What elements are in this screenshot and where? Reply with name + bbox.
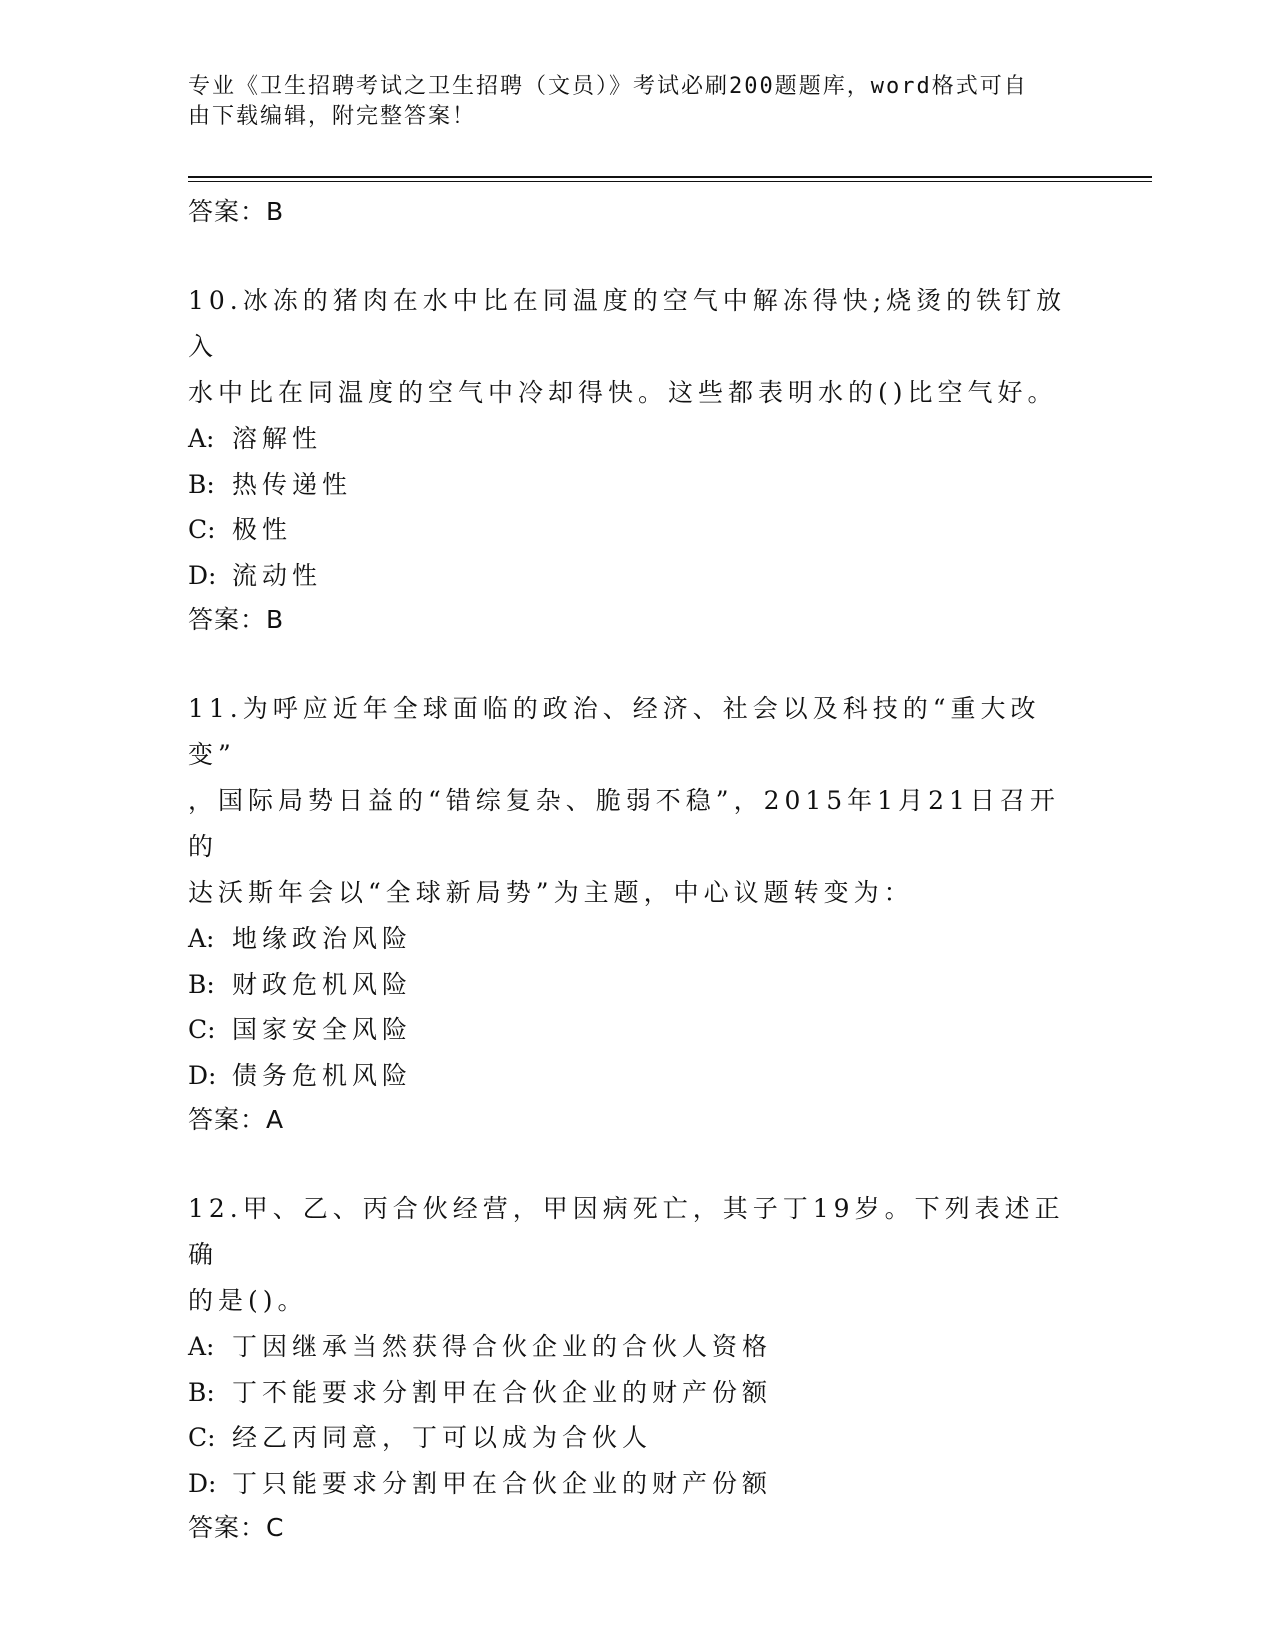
option-letter: C: xyxy=(188,1015,216,1044)
option-text: 经乙丙同意，丁可以成为合伙人 xyxy=(232,1423,653,1452)
option-d xyxy=(188,1053,1088,1099)
option-text: 国家安全风险 xyxy=(232,1015,413,1044)
header-divider-thick xyxy=(188,176,1152,178)
question-line: 达沃斯年会以“全球新局势”为主题，中心议题转变为： xyxy=(188,878,914,907)
question-line: 10.冰冻的猪肉在水中比在同温度的空气中解冻得快;烧烫的铁钉放入 xyxy=(188,286,1067,361)
option-letter: C: xyxy=(188,1423,216,1452)
option-letter: A: xyxy=(188,1332,215,1361)
header-divider-thin xyxy=(188,181,1152,182)
question-text xyxy=(188,278,1088,416)
option-letter: A: xyxy=(188,924,215,953)
option-text: 丁只能要求分割甲在合伙企业的财产份额 xyxy=(232,1468,773,1498)
question-12 xyxy=(188,1186,1088,1550)
question-line: 水中比在同温度的空气中冷却得快。这些都表明水的()比空气好。 xyxy=(188,378,1058,407)
option-text: 极性 xyxy=(232,515,293,544)
option-text: 溶解性 xyxy=(232,424,323,453)
question-11 xyxy=(188,686,1088,1142)
question-text xyxy=(188,1186,1088,1324)
option-text: 热传递性 xyxy=(232,469,353,499)
answer: 答案：C xyxy=(188,1513,285,1542)
option-a xyxy=(188,916,1088,962)
option-text: 流动性 xyxy=(232,560,323,590)
option-letter: D: xyxy=(188,1060,217,1090)
question-line: 12.甲、乙、丙合伙经营，甲因病死亡，其子丁19岁。下列表述正确 xyxy=(188,1194,1065,1269)
option-b xyxy=(188,462,1088,508)
question-10 xyxy=(188,278,1088,642)
option-letter: C: xyxy=(188,515,216,544)
option-text: 财政危机风险 xyxy=(232,969,413,999)
option-c xyxy=(188,507,1088,553)
option-b xyxy=(188,962,1088,1008)
question-line: 的是()。 xyxy=(188,1286,308,1315)
header-line-2: 由下载编辑，附完整答案！ xyxy=(188,104,477,129)
answer: 答案：B xyxy=(188,605,285,634)
option-letter: D: xyxy=(188,1468,217,1498)
question-line: 11.为呼应近年全球面临的政治、经济、社会以及科技的“重大改变” xyxy=(188,694,1041,769)
option-a xyxy=(188,416,1088,462)
option-letter: B: xyxy=(188,469,215,499)
option-letter: D: xyxy=(188,560,217,590)
option-text: 丁不能要求分割甲在合伙企业的财产份额 xyxy=(232,1377,773,1407)
header-line-1: 专业《卫生招聘考试之卫生招聘（文员）》考试必刷200题题库，word格式可自 xyxy=(188,74,1028,99)
option-d xyxy=(188,553,1088,599)
answer: 答案：A xyxy=(188,1105,285,1134)
option-letter: B: xyxy=(188,969,215,999)
option-text: 地缘政治风险 xyxy=(232,924,413,953)
option-c xyxy=(188,1415,1088,1461)
option-a xyxy=(188,1324,1088,1370)
option-letter: A: xyxy=(188,424,215,453)
question-line: ，国际局势日益的“错综复杂、脆弱不稳”，2015年1月21日召开的 xyxy=(188,786,1060,861)
previous-answer: 答案：B xyxy=(188,197,285,226)
option-letter: B: xyxy=(188,1377,215,1407)
question-list xyxy=(188,190,1088,1550)
option-text: 丁因继承当然获得合伙企业的合伙人资格 xyxy=(232,1332,773,1361)
option-c xyxy=(188,1007,1088,1053)
option-b xyxy=(188,1370,1088,1416)
document-header xyxy=(188,72,1068,132)
option-text: 债务危机风险 xyxy=(232,1060,413,1090)
question-text xyxy=(188,686,1088,916)
option-d xyxy=(188,1461,1088,1507)
